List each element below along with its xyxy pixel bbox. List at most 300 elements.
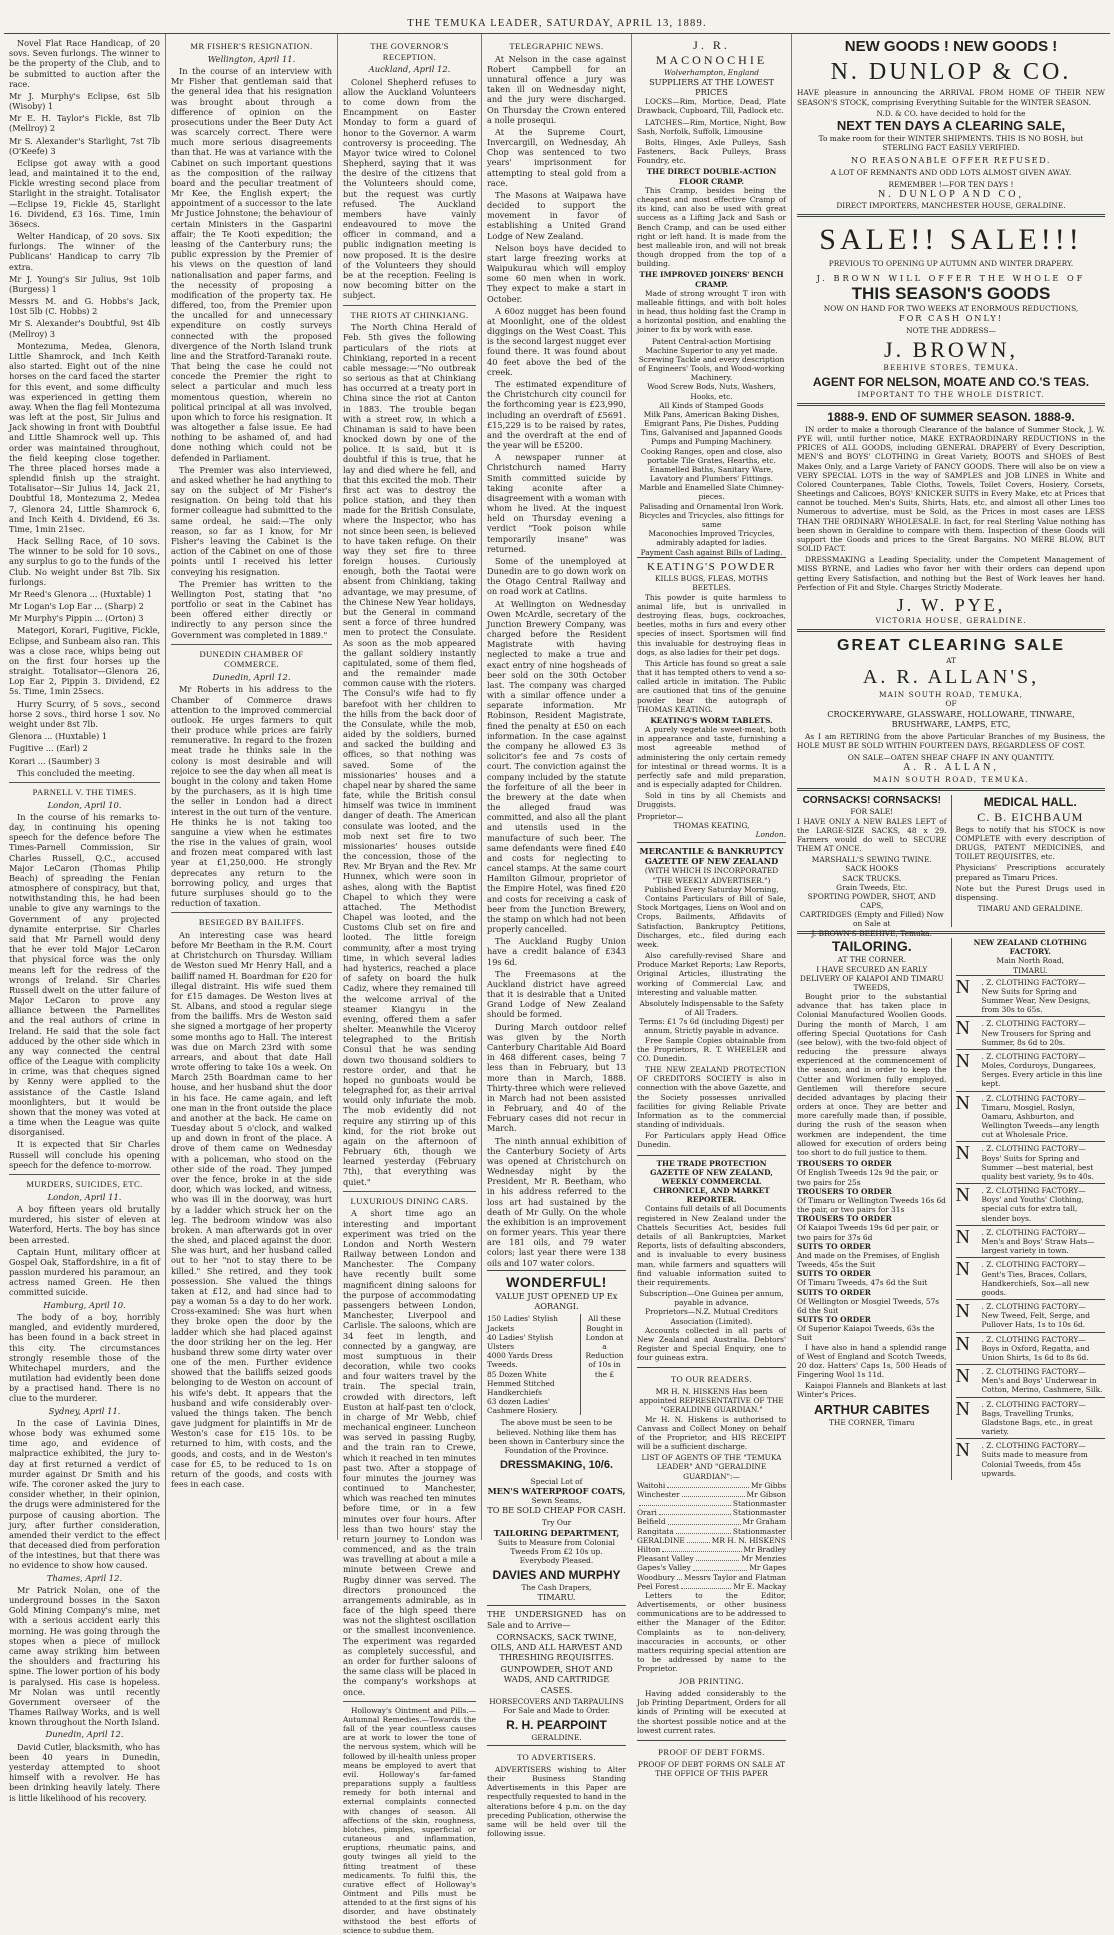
nz-factory-text: . Z. CLOTHING FACTORY— Men's and Boys' Underwear in Cotton, Merino, Cashmere, Silk.	[981, 1367, 1103, 1395]
advert-line: Suits to Measure from Colonial Tweeds From £2 10s up.	[497, 1537, 616, 1556]
agent-row	[637, 1508, 786, 1517]
advert-pearpoint	[487, 1605, 626, 1745]
agent-name: Mr Menzies	[741, 1554, 786, 1564]
agent-place: Winchester	[637, 1489, 680, 1499]
advert-line: Of Superior Kaiapoi Tweeds, 63s the Suit	[797, 1324, 935, 1343]
advert-line: MARSHALL'S SEWING TWINE.	[811, 855, 932, 865]
agent-place: GERALDINE	[637, 1535, 685, 1545]
advert-line: THE CORNER, Timaru	[828, 1417, 915, 1427]
advert-headline: NEXT TEN DAYS A CLEARING SALE,	[836, 117, 1066, 133]
nz-factory-text: . Z. CLOTHING FACTORY— New Trousers for Spring and Summer, 8s 6d to 20s.	[981, 1019, 1092, 1047]
advert-headline: KEATING'S POWDER	[647, 560, 776, 573]
column-6	[792, 34, 1110, 1540]
notice-heading: TO OUR READERS.	[670, 1374, 753, 1385]
agent-name: Mr Graham	[742, 1517, 786, 1527]
agent-row	[637, 1573, 786, 1582]
advert-line: TO BE SOLD CHEAP FOR CASH.	[487, 1505, 626, 1516]
race-result: Fugitive ... (Earl) 2	[9, 743, 88, 754]
advert-line: DIRECT IMPORTERS, MANCHESTER HOUSE, GERALDINE.	[836, 201, 1066, 211]
advert-line: The Cash Drapers,	[521, 1583, 592, 1593]
advert-line: BEEHIVE STORES, TEMUKA.	[883, 362, 1019, 372]
advert-line: Marble and Enamelled Slate Chimney-pieces.	[639, 483, 784, 502]
advert-headline: WONDERFUL!	[506, 1273, 607, 1290]
advert-line: 40 Ladies' Stylish Ulsters	[487, 1332, 554, 1351]
advert-line: This powder is quite harmless to animal life, but is unrivalled in destroying fleas, bugs, cockroaches, beetles, moths in furs and every other species of insect. Sportsmen will find this invaluable for destroying fleas in dogs, as also ladies for their pet dogs.	[637, 592, 786, 657]
race-intro: Hurry Scurry, of 5 sovs., second horse 2 sovs., third horse 1 sov. No weight under 8st 7lb.	[9, 698, 160, 729]
advert-line: Bought prior to the substantial advance that has taken place in Colonial Manufactured Woollen Goods. During the month of March, I am offering Special Quotations for Cash (see below), with the two-fold object of reducing the pressure always experienced at the commencement of the season, and in order to keep the Cutter and Workmen fully employed. Gentlemen will therefore secure decided advantages by placing their orders at once. They are better and more carefully made than, if possible, during the rush of the season when workmen are independent, the time allowed for execution of orders being too short to do full justice to them.	[797, 992, 947, 1157]
advert-line: Try Our	[541, 1518, 572, 1528]
agent-name: Mr Gibbs	[751, 1480, 786, 1490]
race-result: Korari ... (Saumber) 3	[9, 755, 100, 766]
nz-factory-text: . Z. CLOTHING FACTORY— Boys' and Youths' Clothing, special cuts for extra tall, slender boys.	[981, 1186, 1086, 1223]
article-heading: LUXURIOUS DINING CARS.	[350, 1195, 469, 1206]
advert-line: A. R. ALLAN,	[903, 762, 999, 774]
race-intro: Welter Handicap, of 20 sovs. Six furlongs. The winner of the Publicans' Handicap to carry 7lb extra.	[9, 231, 160, 272]
advert-line: Sold in tins by all Chemists and Druggists.	[637, 791, 786, 810]
notice-text: ADVERTISERS wishing to Alter their Business Standing Advertisements in this Paper are respectfully requested to hand in the alterations before 4 p.m. on the day preceding Publication, otherwise the same will be held over till the following issue.	[487, 1764, 627, 1839]
advert-line: CARTRIDGES (Empty and Filled) Now on Sale at	[799, 910, 944, 929]
nz-factory-item: N . Z. CLOTHING FACTORY— New Suits for Spring and Summer Wear, New Designs, from 30s to 65s.	[956, 975, 1106, 1017]
advert-line: REMEMBER !—FOR TEN DAYS !	[888, 179, 1014, 189]
nz-factory-item: N . Z. CLOTHING FACTORY— Bags, Travelling Trunks, Gladstone Bags, etc., in great variety.	[956, 1397, 1106, 1439]
notice-heading: JOB PRINTING.	[679, 1676, 744, 1687]
advert-line: 63 dozen Ladies' Cashmere Hosiery.	[487, 1397, 558, 1416]
agent-row	[637, 1499, 786, 1508]
advert-line: All Kinds of Stamped Goods	[659, 400, 764, 410]
agent-row	[637, 1481, 786, 1490]
race-result: Mr Murphy's Pippin ... (Orton) 3	[9, 613, 144, 624]
agent-name: Mr Gibson	[746, 1489, 786, 1499]
advert-line: Begs to notify that his STOCK is now COMPLETE with every description of DRUGS, PATENT MEDICINES, and TOILET REQUISITES, etc.	[955, 824, 1105, 862]
advert-headline: MEDICAL HALL.	[983, 795, 1077, 810]
agent-name: Mr Bradley	[743, 1544, 786, 1554]
agent-row	[637, 1545, 786, 1554]
advert-line: Terms: £1 7s 6d (including Digest) per annum, Strictly payable in advance.	[639, 1017, 784, 1036]
article-paragraph: It is expected that Sir Charles Russell will conclude his opening speech for the defence to-morrow.	[9, 1139, 160, 1170]
article-paragraph: The Premier has written to the Wellington Post, stating that "no portfolio or seat in the Cabinet has been offered either directly or indirectly to any person since the Government was completed in 1889."	[171, 578, 332, 640]
article-heading: MURDERS, SUICIDES, ETC.	[26, 1178, 143, 1189]
advert-line: THOMAS KEATING,	[673, 820, 750, 830]
agent-row	[637, 1554, 786, 1563]
dateline: Thames, April 12.	[46, 1572, 123, 1583]
advert-line: A purely vegetable sweet-meat, both in appearance and taste, furnishing a most agreeable method of administering the only certain remedy for intestinal or thread worms. It is a perfectly safe and mild preparation, and is especially adapted for Children.	[637, 725, 786, 790]
agent-place: Belfield	[637, 1517, 666, 1527]
advert-headline: NEW ZEALAND CLOTHING FACTORY.	[973, 938, 1087, 957]
advert-line: Accounts collected in all parts of New Zealand and Australia. Debtors' Register and Special Enquiry, one to four guineas extra.	[637, 1325, 786, 1363]
notice-proof-of-debt	[637, 1740, 786, 1781]
advert-line: Absolutely Indispensable to the Safety of All Traders.	[639, 998, 784, 1018]
advert-headline: GREAT CLEARING SALE	[837, 637, 1065, 655]
advert-line: To make room for their WINTER SHIPMENTS. THIS IS NO BOSH, but STERLING FACT EASILY VERIFIED.	[818, 133, 1084, 153]
advert-tailoring	[797, 938, 952, 1480]
advert-cornsacks	[797, 795, 952, 938]
notice-heading: TO ADVERTISERS.	[517, 1752, 596, 1763]
agent-row	[637, 1527, 786, 1536]
advert-firm: ARTHUR CABITES	[813, 1401, 930, 1417]
advert-line: THE UNDERSIGNED has on Sale and to Arrive—	[487, 1609, 626, 1630]
nz-factory-item: N . Z. CLOTHING FACTORY— Boys in Oxford, Regatta, and Union Shirts, 1s 6d to 8s 6d.	[956, 1332, 1106, 1365]
agent-place: Gapes's Valley	[637, 1563, 691, 1573]
advert-line: Also carefully-revised Share and Produce Market Reports; Law Reports, Original Articles, illustrating the working of Commercial Law, and interesting and valuable matter.	[637, 951, 786, 997]
article-paragraph: Colonel Shepherd refuses to allow the Auckland Volunteers to come down from the Encampment on Easter Monday to form a guard of honor to the Governor. A warm controversy is proceeding. The Mayor twice wired to Colonel Shepherd, saying that it was the desire of the citizens that the Volunteers should come, but the request was curtly refused. The Auckland members have vainly endeavoured to move the officer in command, and a public indignation meeting is now proposed. It is the desire of the Volunteers they should be at the reception. Feeling is now becoming bitter on the subject.	[343, 76, 476, 301]
news-item: Nelson boys have decided to start large freezing works at Waipukurau which will employ some 60 men when in work. They expect to make a start in October.	[487, 242, 626, 304]
advert-line: For Particulars apply Head Office Dunedin.	[637, 1131, 786, 1150]
advert-line: GERALDINE.	[531, 1733, 582, 1743]
advert-line: Patent Central-action Mortising Machine Superior to any yet made.	[645, 336, 778, 355]
advert-line: Payment Cash against Bills of Lading.	[640, 547, 783, 557]
advert-line: PREVIOUS TO OPENING UP AUTUMN AND WINTER DRAPERY.	[828, 258, 1074, 268]
advert-line: J. BROWN'S BEEHIVE, Temuka.	[811, 928, 932, 938]
advert-line: SACK TRUCKS.	[842, 873, 902, 883]
advert-line: Of English Tweeds 12s 9d the pair, or two pairs for 25s	[797, 1168, 938, 1187]
nz-factory-item: N . Z. CLOTHING FACTORY— Suits made to measure from Colonial Tweeds, from 45s upwards.	[956, 1438, 1106, 1480]
article-heading: DUNEDIN CHAMBER OF COMMERCE.	[199, 648, 304, 670]
agent-place: Rangitata	[637, 1526, 674, 1536]
race-intro: Hack Selling Race, of 10 sovs. The winner to be sold for 10 sovs., any surplus to go to the funds of the Club. No weight under 8st 7lb. Six furlongs.	[9, 536, 160, 587]
advert-line: Of Kaiapoi Tweeds 19s 6d per pair, or two pairs for 37s 6d	[797, 1223, 939, 1242]
advert-line: Proprietors—N.Z. Mutual Creditors Association (Limited).	[645, 1307, 778, 1326]
advert-line: Note but the Purest Drugs used in dispensing.	[955, 883, 1105, 902]
advert-line: MAIN SOUTH ROAD, TEMUKA,	[878, 690, 1024, 700]
advert-line: DRESSMAKING a Leading Speciality, under the Competent Management of MISS BYRNE, and Ladies who favor her with their orders can depend upon getting Every Satisfaction, and nothing but the Best of Work leaves her hand. Perfection of Fit and Style. Charges Strictly Moderate.	[797, 555, 1105, 592]
nz-factory-item: N . Z. CLOTHING FACTORY— Boys' and Youths' Clothing, special cuts for extra tall, slender boys.	[956, 1183, 1106, 1225]
article-paragraph: A boy fifteen years old brutally murdered, his sister of eleven at Waterford, Herts. The boy has since been arrested.	[9, 1204, 160, 1245]
news-item: A 60oz nugget has been found at Moonlight, one of the oldest diggings on the West Coast. This is the second largest nugget ever found there. It was found about 40 feet above the bed of the creek.	[487, 305, 626, 377]
column-5	[632, 34, 792, 1778]
notice-our-readers	[637, 1367, 786, 1740]
article-paragraph: In the case of Lavinia Dines, whose body was exhumed some time ago, and evidence of malpractice exhibited, the jury to-day at first returned a verdict of murder against Dr Smith and his wife. The coroner asked the jury to consider whether, in their opinion, the drugs were administered for the purpose of causing abortion. The jury, after further consideration, amended their verdict to the effect that deceased died from perforation of the intestines, but that there was no evidence to show how caused.	[9, 1417, 160, 1571]
article-paragraph: Mr Patrick Nolan, one of the underground bosses in the Saxon Gold Mining Company's mine, met with a serious accident early this morning. He was going through the stopes when a piece of mullock came away striking him between the shoulders and fracturing his spine. The lower portion of his body is paralysed. His case is hopeless. Mr Nolan was until recently Government overseer of the Thames Railway Works, and is well known throughout the North Island.	[9, 1584, 160, 1728]
advert-line: KILLS BUGS, FLEAS, MOTHS BEETLES.	[654, 574, 769, 593]
nz-factory-text: . Z. CLOTHING FACTORY— Boys' Suits for Spring and Summer —best material, best quality best variety, 9s to 40s.	[981, 1144, 1094, 1181]
advert-firm: A. R. ALLAN'S,	[862, 666, 1040, 689]
advert-line: Wolverhampton, England	[664, 67, 759, 77]
agent-place: Peel Forest	[637, 1581, 679, 1591]
advert-line: Kaiapoi Flannels and Blankets at last Winter's Prices.	[797, 1381, 947, 1400]
advert-line: Of Wellington or Mosgiel Tweeds, 57s 6d the Suit	[797, 1296, 940, 1315]
agent-place: Woodbury	[637, 1572, 675, 1582]
advert-line: (WITH WHICH IS INCORPORATED "THE WEEKLY ADVERTISER.")	[644, 866, 779, 885]
agent-name: Mr Gapes	[749, 1563, 786, 1573]
advert-line: Wood Screw Bods, Nuts, Washers, Hooks, etc.	[647, 382, 776, 401]
advert-line: Milk Pans, American Baking Dishes, Emigrant Pans, Pie Dishes, Pudding Tins, Galvanised and Japanned Goods	[640, 409, 783, 438]
race-result: Mr J. Murphy's Eclipse, 6st 5lb (Wisoby) 1	[9, 90, 160, 112]
advert-line: 4000 Yards Dress Tweeds.	[487, 1351, 553, 1370]
column-4	[482, 34, 632, 1839]
advert-line: Screwing Tackle and every description of Engineers' Tools, and Wood-working Machinery.	[638, 354, 785, 383]
nz-factory-item: N . Z. CLOTHING FACTORY— Gent's Ties, Braces, Collars, Handkerchiefs, Sox—all new goods.	[956, 1257, 1106, 1299]
column-2	[166, 34, 338, 1540]
article-paragraph: In the course of his remarks to-day, in continuing his opening speech for the defence before The Times-Parnell Commission, Sir Charles Russell, Q.C., accused Major LeCaron (Thomas Philip Beach) of spreading the Fenian atmosphere of conspiracy, but that, notwithstanding this, he had been unable to give any warnings to the Government of any projected dynamite enterprise. Sir Charles said that Mr Parnell would deny that he ever told Major LeCaron that physical force was the only means left for the redress of the wrongs of Ireland. Sir Charles Russell dwelt on the utter failure of Major LeCaron to prove any alliance between the Parnellites and the real authors of crime in Ireland. He said that the sole fact adduced by the other side which in any way connected the central office of the League with complicity in crime, was that cheques signed by Kenny were applied to the assistance of the Castle Island moonlighters, but it would be shown that the money was voted at a time when the League was quite disorganised.	[9, 811, 160, 1138]
article-heading: THE GOVERNOR'S RECEPTION.	[370, 41, 449, 62]
advert-line: SUITS TO ORDER	[797, 1269, 871, 1279]
news-item: At Wellington on Wednesday Owen McArdle, secretary of the Junction Brewery Company, was charged before the Resident Magistrate with having neglected to make a true and exact entry of nine hogsheads of beer sold on the 30th October last. The company was charged with a similar offence under a separate information. Mr Robinson, Resident Magistrate, fined the penalty at £50 on each information. In the case against the company he allowed £3 3s solicitor's fee and 7s costs of court. The conviction against the company included by the statute the forfeiture of all the beer in the brewery at the date when the alleged fraud was committed, and also all the plant and utensils used in the manufacture of such beer. The same defendants were fined £40 and costs for neglecting to cancel stamps. At the same court Hamilton Gilmour, proprietor of the Empire Hotel, was fined £20 and costs for receiving a cask of beer from the Junction Brewery, the stamp on which had not been properly cancelled.	[487, 598, 626, 935]
article-paragraph: In the course of an interview with Mr Fisher that gentleman said that the general idea that his resignation was brought about through a difference of opinion on the prosecutions under the Beer Duty Act was scarcely correct. There were much more serious disagreements than that. He was at variance with the Cabinet on such important questions as the composition of the railway board and the peculiar treatment of Mr Kee, the English expert; the appointment of a successor to the late Mr Justice Johnstone; the behaviour of certain Ministers in the Gasparini affair; the Te Kooti expedition; the leasing of the Canterbury runs; the public expression by the Premier of his views on the question of land nationalisation and paper farms, and the necessity of proposing a modification of the property tax. He differed, too, from the Premier upon the uncalled for and unnecessary expenditure on costly surveys connected with the proposed divergence of the North Island trunk line and the Stratford-Taranaki route. That being the case he could not concede the Premier the right to select a particular and much less momentous question, wherein no political principal at all was involved, upon which to force his resignation. It was altogether a false issue. Ee had nothing to be ashamed of, and had done nothing which could not be defended in Parliament.	[171, 66, 332, 463]
advert-line: I have also in hand a splendid range of West of England and Scotch Tweeds, 20 doz. Hatters' Caps 1s, 500 Heads of Fingering Wool 1s 11d.	[797, 1342, 947, 1380]
nz-factory-item: N . Z. CLOTHING FACTORY— Men's and Boys' Straw Hats— largest variety in town.	[956, 1225, 1106, 1258]
advert-line: Main North Road,	[996, 956, 1064, 966]
article-paragraph: Captain Hunt, military officer at Gospel Oak, Staffordshire, in a fit of passion murdered his paramour, an actress named Green. He then committed suicide.	[9, 1246, 160, 1298]
advert-line: Published Every Saturday Morning,	[644, 884, 779, 894]
advert-line: Maconochies Improved Tricycles, admirably adapted for ladies.	[648, 529, 775, 548]
advert-line: This Article has found so great a sale that it has tempted others to vend a so-called article in imitation. The Public are cautioned that tins of the genuine powder bear the autograph of THOMAS KEATING.	[637, 658, 786, 714]
dateline: Sydney, April 11.	[48, 1405, 121, 1416]
advert-firm: J. R. MACONOCHIE	[655, 38, 768, 67]
nz-factory-item: N . Z. CLOTHING FACTORY— Moles, Corduroys, Dungarees, Serges. Every article in this line kept.	[956, 1049, 1106, 1091]
news-item: A newspaper runner at Christchurch named Harry Smith committed suicide by taking aconite after a disagreement with a woman with whom he lived. At the inquest held on Thursday evening a verdict "Took poison while temporarily insane" was returned.	[487, 452, 626, 554]
dateline: Auckland, April 12.	[368, 64, 451, 75]
race-report: Montezuma, Medea, Glenora, Little Shamrock, and Inch Keith also started. Eight out of the nine horses on the card faced the starter for this event, and some difficulty was experienced in getting them away. When the flag fell Montezuma was left at the post, Sir Julius and Jack showing in front with Doubtful and Little Shamrock well up. This order was maintained throughout, the field keeping close together. The three placed horses made a splendid finish up the straight. Totalisator—Sir Julius 14, Jack 21, Doubtful 18, Montezuma 2, Medea 7, Glenora 24, Little Shamrock 6, and Inch Keith 4. Dividend, £6 3s. Time, 1min 21sec.	[9, 340, 160, 534]
advert-line: Of Timaru Tweeds, 47s 6d the Suit	[797, 1278, 928, 1288]
advert-line: And made on the Premises, of English Tweeds, 45s the Suit	[797, 1250, 940, 1270]
article-paragraph: An interesting case was heard before Mr Beetham in the R.M. Court at Christchurch on Thursday. William de Weston sued Mr Henry Hall, and a bailiff named H. Boardman for £20 for illegal distraint. His wife sued them for £15 damages. De Weston lives at St. Albans, and stood a regular siege from the bailiffs. Mrs de Weston said she signed a mortgage of her property some months ago to Hall. The interest was due on March 23rd with some arrears, and about that date Hall wrote offering to take 10s a week. On March 25th Boardman came to her house, and her husband shut the door in his face. He came again, and left one man in the front outside the place and another at the back. He came on Tuesday about 5 o'clock, and walked up and down in front of the place. A drove of them came on Wednesday with a policeman, who stood on the other side of the road. They jumped over the fence, broke in at the side door, which was locked, and witness, who was ill in the doorway, was hurt by a ladder which struck her on the leg. The bedroom window was also broken. A man afterwards got in over the shed, and placed against the door. She was hurt, and her husband called out to her "not to stay there to be killed." She retired, and they took possession. She valued the things taken at £12, and had since had to pay a woman 5s a day to do her work. Cross-examined: She was hurt when they broke open the door by the ladder which she had placed against the door striking her on the leg. Her husband threw some dirty water over one of the men. Further evidence showed that the bailiffs seized goods belonging to de Weston on account of his wife's debt. It appears that the husband and wife considerably over-valued the things taken. The bench gave judgment for plaintiffs in Mr de Weston's case for £15 10s. to be returned to him, with costs, and the goods, and costs, and in de Weston's case for £5, to be reduced to 1s on return of the goods, and costs with fees in each case.	[171, 929, 332, 1490]
news-item: During March outdoor relief was given by the North Canterbury Charitable Aid Board in 468 different cases, being 7 less than in February, but 13 more than in March, 1888. Thirty-three which were relieved in March had not been assisted in February, and 40 of the February cases did not recur in March.	[487, 1021, 626, 1134]
advert-line: TIMARU.	[537, 1592, 576, 1603]
advert-line: This Cramp, besides being the cheapest and most effective Cramp of its kind, can also be used with great success as a Lifting Jack and Sash or Bench Cramp, and can be used either right or left hand. It is made from the best malleable iron, and will not break though dropped from the top of a building.	[637, 185, 786, 269]
dateline: London, April 11.	[47, 1191, 122, 1202]
advert-line: TROUSERS TO ORDER	[797, 1159, 892, 1169]
advert-line: As I am RETIRING from the above Particular Branches of my Business, the HOLE MUST BE SOLD WITHIN FOURTEEN DAYS, REGARDLESS OF COST.	[797, 731, 1105, 751]
advert-headline: THIS SEASON'S GOODS	[851, 283, 1051, 303]
advert-line: Free Sample Copies obtainable from the Proprietors, R. T. WHEELER and CO. Dunedin.	[637, 1035, 786, 1063]
nz-factory-text: . Z. CLOTHING FACTORY— Gent's Ties, Braces, Collars, Handkerchiefs, Sox—all new goods.	[981, 1260, 1090, 1297]
article-heading: MR FISHER'S RESIGNATION.	[190, 41, 313, 51]
news-item: The ninth annual exhibition of the Canterbury Society of Arts was opened at Christchurch on Wednesday night by the President, Mr R. Beetham, who in his address referred to the loss art had sustained by the death of Mr Gully. On the whole the exhibition is an improvement on former years. This year there are 181 oils, and 79 water colors; last year there were 138 oils and 107 water colors.	[487, 1135, 626, 1268]
race-report: Mategori, Korari, Fugitive, Fickle, Eclipse, and Sunbeam also ran. This was a close race, whips being out on the first four horses up the straight. Totalisator—Glenora 26, Lop Ear 2, Pippin 3. Dividend, £2 5s. Time, 1min 25secs.	[9, 625, 160, 697]
agent-row	[637, 1517, 786, 1526]
race-report: Eclipse got away with a good lead, and maintained it to the end, Fickle wresting second place from Starlight in the straight. Totalisator—Eclipse 19, Fickle 45, Starlight 16. Dividend, £3 16s. Time, 1min 36secs.	[9, 157, 160, 229]
advert-line: Palisading and Ornamental Iron Work.	[639, 501, 784, 511]
advert-line: Sewn Seams,	[531, 1496, 582, 1506]
advert-line: Everybody Pleased.	[519, 1556, 594, 1566]
advert-line: TAILORING DEPARTMENT,	[493, 1527, 620, 1538]
advert-line: SUITS TO ORDER	[797, 1241, 871, 1251]
advert-line: Contains full details of all Documents registered in New Zealand under the Chattels Securities Act, besides full details of all Bankruptcies, Market Reports, lists of defaulting absconders, and is invaluable to every business man, while farmers and squatters will find valuable information suited to their requirements.	[637, 1204, 786, 1287]
advert-line: FOR SALE!	[850, 807, 894, 817]
news-item: Some of the unemployed at Dunedin are to go down work on the Otago Central Railway and on road work at Catlins.	[487, 555, 626, 597]
advert-mercantile-gazette	[637, 842, 786, 1155]
advert-line: MEN'S WATERPROOF COATS,	[487, 1485, 626, 1496]
race-result: Mr Logan's Lop Ear ... (Sharp) 2	[9, 601, 144, 612]
advert-line: HAVE pleasure in announcing the ARRIVAL FROM HOME OF THEIR NEW SEASON'S STOCK, comprising Everything Suitable for the WINTER SEASON.	[797, 88, 1105, 107]
article-paragraph: The body of a boy, horribly mangled, and evidently murdered, has been found in a back street in this city. The circumstances strongly resemble those of the Whitechapel murders, and the mutilation had evidently been done by a practised hand. There is no clue to the murderer.	[9, 1312, 160, 1404]
advert-line: Proprietor—	[637, 811, 684, 821]
nz-factory-text: . Z. CLOTHING FACTORY— Moles, Corduroys, Dungarees, Serges. Every article in this line kept.	[981, 1051, 1103, 1089]
nz-factory-text: . Z. CLOTHING FACTORY— Bags, Travelling Trunks, Gladstone Bags, etc., in great variety.	[981, 1399, 1093, 1437]
advert-line: NOTE THE ADDRESS—	[906, 326, 996, 336]
nz-factory-text: . Z. CLOTHING FACTORY— Boys in Oxford, Regatta, and Union Shirts, 1s 6d to 8s 6d.	[981, 1334, 1090, 1362]
notice-text: Mr H. N. Hiskens is authorised to Canvass and Collect Money on behalf of the Proprietor, and HIS RECEIPT will be a sufficient discharge.	[637, 1414, 786, 1452]
advert-line: SUITS TO ORDER	[797, 1315, 871, 1325]
agent-row	[637, 1582, 786, 1591]
advert-line: Physicians' Prescriptions accurately prepared as Timaru Prices.	[955, 863, 1105, 882]
advert-line: MAIN SOUTH ROAD, TEMUKA.	[872, 774, 1030, 784]
news-item: At the Supreme Court, Invercargill, on Wednesday, Ah Chop was sentenced to two years' imprisonment for attempting to steal gold from a race.	[487, 126, 626, 188]
nz-factory-item: N . Z. CLOTHING FACTORY— Men's and Boys' Underwear in Cotton, Merino, Cashmere, Silk.	[956, 1364, 1106, 1397]
advert-line: SACK HOOKS	[845, 864, 899, 874]
advert-line: London.	[755, 829, 786, 839]
advert-line: LATCHES—Rim, Mortice, Night, Bow Sash, Norfolk, Suffolk, Limousine	[637, 117, 786, 136]
advert-line: Pumps and Pumping Machinery.	[651, 437, 772, 447]
notice-text: PROOF OF DEBT FORMS ON SALE AT THE OFFICE OF THIS PAPER	[637, 1759, 786, 1778]
agent-name: MR H. N. HISKENS	[711, 1535, 786, 1545]
advert-line: VALUE JUST OPENED UP Ex AORANGI.	[495, 1291, 618, 1312]
advert-line: The above must be seen to be believed. Nothing like them has been shown in Canterbury since the Foundation of the Province.	[488, 1418, 625, 1455]
nz-factory-item: N . Z. CLOTHING FACTORY— Timaru, Mosgiel, Roslyn, Oamaru, Ashburton, and Wellington Tweeds—any length cut at Wholesale Price.	[956, 1091, 1106, 1142]
advert-headline: SALE!! SALE!!!	[819, 223, 1083, 257]
advert-line: Subscription—One Guinea per annum, payable in advance.	[639, 1289, 784, 1308]
news-item: At Nelson in the case against Robert Campbell for an unnatural offence a jury was taken ill on Wednesday night, and the jury were discharged. On Thursday the Crown entered a nolle prosequi.	[487, 53, 626, 125]
notice-text: LIST OF AGENTS OF THE "TEMUKA LEADER" AND "GERALDINE GUARDIAN":—	[641, 1453, 782, 1481]
advert-line: OF	[945, 699, 957, 709]
race-result: Mr J. Young's Sir Julius, 9st 10lb (Burgess) 1	[9, 273, 160, 294]
news-item: The Masons at Waipawa have decided to support the movement in favor of establishing a United Grand Lodge of New Zealand.	[487, 189, 626, 241]
advert-headline: DRESSMAKING, 10/6.	[499, 1459, 614, 1472]
advert-line: ON SALE—OATEN SHEAF CHAFF IN ANY QUANTITY.	[847, 753, 1055, 763]
advert-firm: DAVIES AND MURPHY	[492, 1568, 621, 1583]
race-intro: Novel Flat Race Handicap, of 20 sovs. Seven furlongs. The winner to be the property of the Club, and to be submitted to auction after the race.	[9, 38, 160, 89]
agent-row	[637, 1536, 786, 1545]
nz-factory-text: . Z. CLOTHING FACTORY— Timaru, Mosgiel, Roslyn, Oamaru, Ashburton, and Wellington Tweeds—any length cut at Wholesale Price.	[981, 1093, 1100, 1140]
agent-name: Stationmaster	[732, 1499, 786, 1509]
dateline: Wellington, April 11.	[207, 53, 296, 64]
advert-line: GUNPOWDER, SHOT AND WADS, AND CARTRIDGE CASES.	[500, 1664, 613, 1695]
article-heading: THE RIOTS AT CHINKIANG.	[350, 309, 469, 320]
advert-headline: TAILORING.	[831, 938, 912, 955]
advert-line: AGENT FOR NELSON, MOATE AND CO.'S TEAS.	[812, 374, 1090, 389]
advert-line: Cooking Ranges, open and close, also portable Tile Grates, Hearths, etc.	[640, 446, 783, 465]
advert-line: Bicycles and Tricycles, also fittings for same	[639, 510, 784, 529]
advert-davies-murphy	[487, 1270, 626, 1606]
advert-line: 85 Dozen White Hemmed Stitched Handkerchiefs	[487, 1369, 555, 1397]
advert-headline: THE TRADE PROTECTION GAZETTE OF NEW ZEALAND, WEEKLY COMMERCIAL CHRONICLE, AND MARKET REPORTER.	[650, 1158, 773, 1205]
advert-line: IN order to make a thorough Clearance of the balance of Summer Stock, J. W. PYE will, until further notice, MAKE EXTRAORDINARY REDUCTIONS in the PRICES of ALL GOODS, including GENERAL DRAPERY of Every Description, MEN'S and BOYS' CLOTHING in Great Variety, BOOTS and SHOES of Best Makes Only, and a Large Variety of FANCY GOODS. There will also be on view a VERY SPECIAL LOTS in the way of SAMPLES and JOB LINES in White and Colored Counterpanes, Table Cloths, Towels, Toilet Covers, Hosiery, Corsets, Sheetings and Calicoes, BOYS' KNICKER SUITS in Every Make, etc at Prices that cannot be touched. Men's Suits, Shirts, Hats, etc, and almost all other Lines too Numerous to advertise, must be Sold, as the Prices in most cases are LESS THAN THE ORDINARY WHOLESALE. In fact, for real Sterling Value nothing has been shown in Geraldine to compare with them. Inspection of these Goods will support the Goods and prices to the Great Bargains. NO MERE BLOW, BUT SOLID FACT.	[797, 424, 1105, 554]
advert-medical-hall	[952, 795, 1106, 927]
advert-firm: R. H. PEARPOINT	[506, 1718, 607, 1733]
advert-line: TIMARU.	[1013, 965, 1048, 975]
agents-list	[637, 1481, 786, 1591]
nz-factory-item: N . Z. CLOTHING FACTORY— New Trousers for Spring and Summer, 8s 6d to 20s.	[956, 1016, 1106, 1049]
column-3	[338, 34, 482, 1935]
advert-line: A LOT OF REMNANTS AND ODD LOTS ALMOST GIVEN AWAY.	[830, 168, 1072, 178]
agent-place: Orari	[637, 1508, 657, 1518]
notice-heading: PROOF OF DEBT FORMS.	[658, 1746, 765, 1757]
column-1	[4, 34, 166, 1803]
news-item: The estimated expenditure of the Christchurch city council for the forthcoming year is £23,990, including an overdraft of £5691. £15,229 is to be raised by rates, and the overdraft at the end of the year will be £5200.	[487, 378, 626, 451]
advert-line: J. BROWN WILL OFFER THE WHOLE OF	[816, 272, 1086, 283]
advert-line: SUPPLIERS AT THE LOWEST PRICES	[649, 76, 774, 98]
advert-line: SPORTING POWDER, SHOT, AND CAPS,	[807, 891, 936, 911]
advert-line: N. DUNLOP AND CO,	[878, 188, 1024, 200]
advert-line: AT	[946, 656, 956, 666]
notice-text: MR H. N. HISKENS Has been appointed REPRESENTATIVE OF THE "GERALDINE GUARDIAN."	[639, 1387, 784, 1415]
advert-line: Contains Particulars of Bill of Sale, Stock Mortgages, Liens on Wool and on Crops, Bailments, Affidavits of Satisfaction, Bankruptcy Petitions, Discharges, etc., filed during each week.	[637, 893, 786, 949]
agent-name: Mr E. Mackay	[733, 1581, 786, 1591]
notice-text: Letters to the Editor, Advertisements, or other business communications are to be addressed to either the Manager of the Editor. Complaints as to non-delivery, inaccuracies in accounts, or other matters requiring special attention are to be addressed by name to the Proprietor.	[637, 1590, 786, 1674]
agent-row	[637, 1490, 786, 1499]
advert-headline: MERCANTILE & BANKRUPTCY GAZETTE OF NEW ZEALAND	[639, 846, 784, 867]
advert-line: IMPORTANT TO THE WHOLE DISTRICT.	[857, 389, 1045, 399]
advert-line: FOR CASH ONLY!	[898, 313, 1004, 324]
advert-line: THE IMPROVED JOINERS' BENCH CRAMP.	[639, 270, 784, 289]
advert-line: N.D. & CO. have decided to hold for the	[876, 108, 1026, 118]
advert-holloway: Holloway's Ointment and Pills.—Autumnal Remedies.—Towards the fall of the year countless causes are at work to lower the tone of the nervous system, which will be followed by ill-health unless proper means be employed to avert that evil. Holloway's far-famed preparations supply a faultless remedy for both internal and external complaints connected with changes of season. All affections of the skin, roughness, blotches, pimples, superficial or cutaneous and inflammation, eruptions, rheumatic pains, and gouty twinges all yield to the fitting treatment of these medicaments. To fulfil this, the curative effect of Holloway's Ointment and Pills must be attended to at the first signs of his disorder, and have obstinately withstood the best efforts of science to subdue them.	[343, 1705, 476, 1935]
news-item: The Freemasons at the Auckland district have agreed that it is desirable that a United Grand Lodge of New Zealand should be formed.	[487, 968, 626, 1020]
race-result: Glenora ... (Huxtable) 1	[9, 731, 108, 742]
agent-name: Messrs Taylor and Flatman	[683, 1572, 786, 1582]
agent-place: Waitohi	[637, 1480, 666, 1490]
advert-line: Enamelled Baths, Sanitary Ware, Lavatory and Plumbers' Fittings.	[649, 464, 774, 484]
advert-line: VICTORIA HOUSE, GERALDINE.	[875, 616, 1027, 626]
nz-factory-item: N . Z. CLOTHING FACTORY— New Tweed, Felt, Serge, and Pullover Hats, 1s to 10s 6d.	[956, 1299, 1106, 1332]
nz-factory-text: . Z. CLOTHING FACTORY— New Suits for Spring and Summer Wear, New Designs, from 30s to 65s.	[981, 977, 1091, 1015]
nz-factory-item: N . Z. CLOTHING FACTORY— Boys' Suits for Spring and Summer —best material, best quality best variety, 9s to 40s.	[956, 1141, 1106, 1183]
article-heading: PARNELL V. THE TIMES.	[32, 786, 137, 797]
agent-name: Stationmaster	[732, 1508, 786, 1518]
advert-line: NOW ON HAND FOR TWO WEEKS AT ENORMOUS REDUCTIONS,	[823, 304, 1079, 313]
news-item: The Auckland Rugby Union have a credit balance of £343 19s 6d.	[487, 936, 626, 967]
advert-headline: NEW GOODS ! NEW GOODS !	[844, 38, 1058, 55]
advert-line: I HAVE SECURED AN EARLY DELIVERY OF KAIAPOI AND TIMARU TWEEDS,	[799, 964, 944, 992]
advert-firm: J. BROWN,	[884, 336, 1018, 362]
advert-line: TROUSERS TO ORDER	[797, 1214, 892, 1224]
page-title: THE TEMUKA LEADER, SATURDAY, APRIL 13, 1889.	[407, 17, 707, 29]
article-paragraph: David Cutler, blacksmith, who has been 40 years in Dunedin, yesterday attempted to shoot himself with a revolver. He has been drinking heavily lately. There is little likelihood of his recovery.	[9, 1741, 160, 1803]
advert-line: I HAVE ONLY A NEW BALES LEFT of the LARGE-SIZE SACKS, 48 x 29. Farmers would do well to SECURE THEM AT ONCE.	[797, 816, 947, 854]
article-paragraph: A short time ago an interesting and important experiment was tried on the London and North Western Railway between London and Manchester. The Company have recently built some magnificent dining saloons for the purpose of accommodating passengers between London, Manchester, Liverpool and Carlisle. The saloons, which are 34 feet in length, and connected by a gangway, are most sumptuous in their decoration, while two cooks and four waiters travel by the train. The special train, crowded with directors, left Euston at half-past ten o'clock, in charge of Mr Webb, chief mechanical engineer. Luncheon was served in passing Rugby, and the train ran to Crewe, which it reached in ten minutes past two. After a stoppage of four minutes the journey was continued to Manchester, which was reached ten minutes before time, or in a few minutes over four hours. After less than two hours' stay the return journey to London was commenced, and as the train was travelling at about a mile a minute between Crewe and Rugby dinner was served. The directors pronounced the arrangements admirable, as in face of the high speed there was not the slightest oscillation or the smallest inconvenience. The experiment was regarded as completely successful, and an order for further saloons of the same class will be placed in the company's workshops at once.	[343, 1208, 476, 1697]
race-result: Messrs M. and G. Hobbs's Jack, 10st 5lb (C. Hobbs) 2	[9, 296, 160, 317]
advert-line: KEATING'S WORM TABLETS.	[650, 715, 773, 725]
advert-line: Grain Tweeds, Etc.	[836, 882, 908, 892]
advert-line: All these Bought in London at a Reduction of 10s in the £	[580, 1314, 626, 1415]
advert-line: THE NEW ZEALAND PROTECTION OF CREDITORS SOCIETY is also in connection with the above Gazette, and the Society possesses unrivalled facilities for giving Reliable Private Information as to the commercial standing of individuals.	[637, 1065, 786, 1130]
advert-headline: CORNSACKS! CORNSACKS!	[802, 795, 941, 807]
article-paragraph: Mr Roberts in his address to the Chamber of Commerce draws attention to the improved commercial outlook. He urges farmers to quit their produce while prices are fairly remunerative. In regard to the frozen meat trade he thinks sale in the colony is most desirable and will rejoice to see the day when all meat is bought in the colony and taken Home by the purchasers, as it is high time the seller in London had a direct interest in the out turn of the venture. He thinks he is not taking too sanguine a view when he estimates the rise in the values of grain, wool and frozen meat compared with last year at £1,250,000. He strongly deprecates any return to the borrowing policy, and urges that future surpluses should go to the reduction of taxation.	[171, 684, 332, 909]
advert-keating	[637, 557, 786, 842]
nz-factory-text: . Z. CLOTHING FACTORY— Men's and Boys' Straw Hats— largest variety in town.	[981, 1227, 1095, 1256]
race-result: Mr S. Alexander's Starlight, 7st 7lb (O'Keefe) 3	[9, 135, 160, 156]
advert-headline: 1888-9. END OF SUMMER SEASON. 1888-9.	[827, 410, 1075, 424]
race-report: This concluded the meeting.	[17, 767, 135, 778]
nz-factory-text: . Z. CLOTHING FACTORY— New Tweed, Felt, Serge, and Pullover Hats, 1s to 10s 6d.	[981, 1302, 1090, 1330]
nz-factory-text: . Z. CLOTHING FACTORY— Suits made to measure from Colonial Tweeds, from 45s upwards.	[981, 1441, 1088, 1478]
advert-firm: J. W. PYE,	[896, 594, 1006, 615]
advert-line: SUITS TO ORDER	[797, 1287, 871, 1297]
advert-line: CORNSACKS, SACK TWINE, OILS, AND ALL HARVEST AND THRESHING REQUISITES.	[490, 1631, 623, 1663]
advert-line: 150 Ladies' Stylish Jackets	[487, 1314, 558, 1333]
dateline: London, April 10.	[47, 799, 122, 810]
advert-line: CROCKERYWARE, GLASSWARE, HOLLOWARE, TINWARE, BRUSHWARE, LAMPS, ETC,	[827, 708, 1075, 729]
race-result: Mr S. Alexander's Doubtful, 9st 4lb (Mellroy) 3	[9, 318, 160, 339]
advert-firm: C. B. EICHBAUM	[977, 809, 1084, 824]
notice-advertisers	[487, 1745, 626, 1843]
advert-nz-clothing-factory	[952, 938, 1106, 1480]
article-paragraph: The North China Herald of Feb. 5th gives the following particulars of the riots at Chinkiang, reported in a recent cable message:—"No outbreak so serious as that at Chinkiang has occurred at a treaty port in China since the riot at Canton in 1883. The trouble began with a street row, in which a Chinaman is said to have been knocked down by one of the police. It is said, but it is doubtful if this is true, that he lay and died where he fell, and that this excited the mob. Their first act was to destroy the police station, and they then made for the British Consulate, where the Inspector, who has not since been seen, is believed to have taken refuge. On their way they set fire to three foreign houses. Curiously enough, both the Taotai were absent from Chinkiang, taking advantage, we may presume, of the Chinese New Year holidays, but the General in command sent a force of three hundred men to protect the Consulate. As soon as the mob appeared the gallant soldiery instantly capitulated, some of them fled, and the remainder made common cause with the rioters. The Consul's wife had to fly barefoot with her children to the hills from the back door of the Consulate, while the mob, aided by the soldiers, burned and sacked the building and offices, so that nothing was saved. Some of the missionaries' houses and a chapel near by shared the same fate, while the British consul himself was twice in imminent danger of death. The American consulate was looted, and the mob next set fire to two missionaries' houses outside the concession, those of the Rev. Mr Bryan and the Rev. Mr Hunnex, which were soon in ashes, along with the Baptist Chapel to which they were attached. The Methodist Chapel was looted, and the Customs Club set on fire and looted. The little foreign community, after a most trying time, in which several ladies had hysterics, reached a place of safety on board the hulk Cadiz, where they remained till the welcome arrival of the steamer Kiangyu in the evening, offered them a safer shelter. Meanwhile the Viceroy telegraphed to the British Consul that he was sending down two thousand soldiers to restore order, and that he hoped no gunboats would be telegraphed for, as their arrival would only infuriate the mob. The mob evidently did not require any stirring up of this kind, for the riot broke out again on the afternoon of February 6th, though we learned yesterday (February 7th), that everything was quiet."	[343, 322, 476, 1187]
advert-firm: N. DUNLOP & CO.	[830, 58, 1072, 85]
advert-line: TIMARU AND GERALDINE.	[977, 904, 1083, 914]
article-paragraph: The Premier was also interviewed, and asked whether he had anything to say on the subject of Mr Fisher's resignation. On being told that his former colleague had submitted to the same ordeal, he said:—The only reason, so far as I know, for Mr Fisher's leaving the Cabinet is the action of the Cabinet on one of those points until I received his letter conveying his resignation.	[171, 464, 332, 577]
dateline: Dunedin, April 12.	[212, 672, 291, 683]
advert-line: NO REASONABLE OFFER REFUSED.	[851, 155, 1051, 166]
dateline: Hamburg, April 10.	[43, 1299, 126, 1310]
agent-row	[637, 1563, 786, 1572]
advert-line: AT THE CORNER.	[837, 955, 906, 965]
dateline: Dunedin, April 12.	[45, 1729, 124, 1740]
article-heading: TELEGRAPHIC NEWS.	[509, 41, 604, 51]
nz-factory-list	[956, 975, 1106, 1480]
advert-line: LOCKS—Rim, Mortice, Dead, Plate Drawback, Cupboard, Till, Padlock etc.	[637, 97, 786, 116]
advert-trade-protection	[637, 1155, 786, 1368]
